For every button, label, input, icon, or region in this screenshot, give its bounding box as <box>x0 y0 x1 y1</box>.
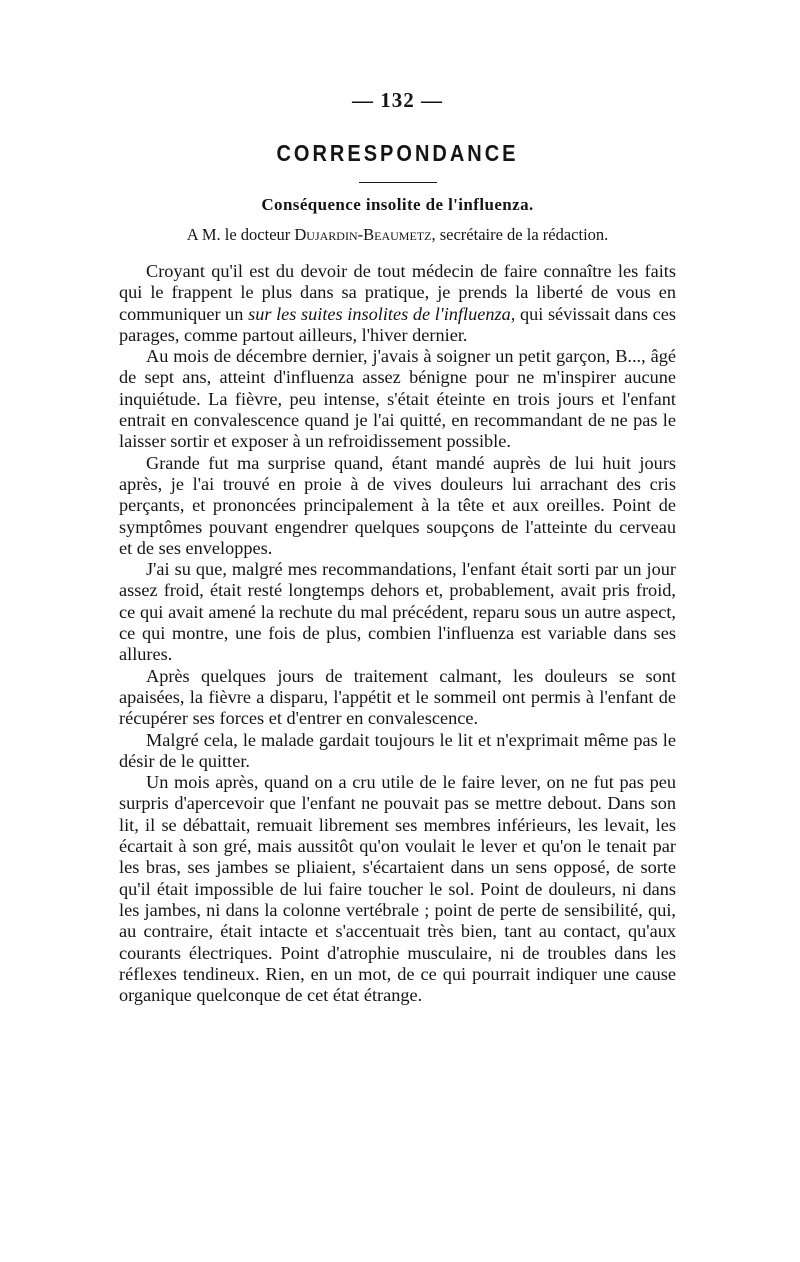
page-number: — 132 — <box>352 88 443 112</box>
dedication-line <box>119 225 676 245</box>
paragraph-2: Au mois de décembre dernier, j'avais à soigner un petit garçon, B..., âgé de sept ans, atteint d'influenza assez bénigne pour ne m'inspirer aucune inquiétude. La fièvre, peu intense, s'était éteinte en trois jours et l'enfant entrait en convalescence quand je l'ai quitté, en recommandant de ne pas le laisser sortir et exposer à un refroidissement possible. <box>119 346 676 452</box>
paragraph-1-text: Croyant qu'il est du devoir de tout médecin de faire connaître les faits qui le frappent le plus dans sa pratique, je prends la liberté de vous en communiquer un <box>119 261 676 324</box>
article-title: Conséquence insolite de l'influenza. <box>261 195 534 214</box>
dedication-prefix: A M. le docteur <box>186 225 295 244</box>
dedication-recipient-name: Dujardin-Beaumetz <box>294 225 432 244</box>
paragraph-3: Grande fut ma surprise quand, étant mandé auprès de lui huit jours après, je l'ai trouvé en proie à de vives douleurs lui arrachant des cris perçants, et prononcées principalement à la tête et aux oreilles. Point de symptômes pouvant engendrer quelques soupçons de l'atteinte du cerveau et de ses enveloppes. <box>119 452 676 558</box>
paragraph-6: Malgré cela, le malade gardait toujours le lit et n'exprimait même pas le désir de le quitter. <box>119 729 676 771</box>
letter-body <box>119 261 676 1006</box>
paragraph-1-text-end: qui sévissait dans ces parages, comme partout ailleurs, l'hiver dernier. <box>119 303 676 345</box>
paragraph-4: J'ai su que, malgré mes recommandations, l'enfant était sorti par un jour assez froid, était resté longtemps dehors et, probablement, avait pris froid, ce qui avait amené la rechute du mal précédent, reparu sous un autre aspect, ce qui montre, une fois de plus, combien l'influenza est variable dans ses allures. <box>119 559 676 665</box>
paragraph-1-italic-text: sur les suites insolites de l'influenza, <box>248 303 516 324</box>
section-title: CORRESPONDANCE <box>276 141 519 167</box>
title-divider <box>359 182 437 183</box>
paragraph-5: Après quelques jours de traitement calmant, les douleurs se sont apaisées, la fièvre a disparu, l'appétit et le sommeil ont permis à l'enfant de récupérer ses forces et d'entrer en convalescence. <box>119 665 676 729</box>
dedication-suffix: , secrétaire de la rédaction. <box>431 225 609 244</box>
book-page <box>119 88 676 1006</box>
paragraph-7: Un mois après, quand on a cru utile de le faire lever, on ne fut pas peu surpris d'apercevoir que l'enfant ne pouvait pas se mettre debout. Dans son lit, il se débattait, remuait librement ses membres inférieurs, les levait, les écartait à son gré, mais aussitôt qu'on voulait le lever et qu'on le tenait par les bras, ses jambes se pliaient, s'écartaient dans un sens opposé, de sorte qu'il était impossible de lui faire toucher le sol. Point de douleurs, ni dans les jambes, ni dans la colonne vertébrale ; point de perte de sensibilité, qui, au contraire, était intacte et s'accentuait très bien, tant au contact, qu'aux courants électriques. Point d'atrophie musculaire, ni de troubles dans les réflexes tendineux. Rien, en un mot, de ce qui pourrait indiquer une cause organique quelconque de cet état étrange. <box>119 772 676 1006</box>
paragraph-1 <box>119 261 676 346</box>
